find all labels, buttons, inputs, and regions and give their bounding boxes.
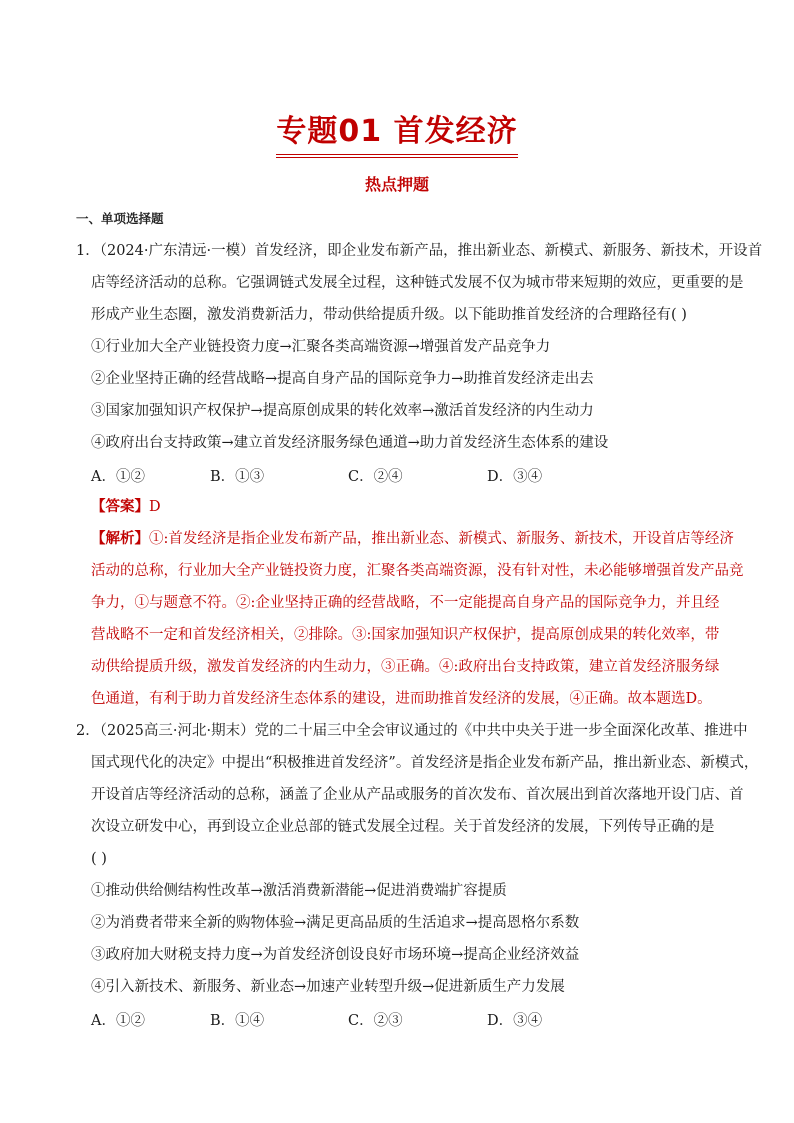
- question-item: ①推动供给侧结构性改革→激活消费新潜能→促进消费端扩容提质: [91, 883, 507, 899]
- analysis-line: [91, 529, 734, 549]
- question-stem-line: 1．（2024·广东清远·一模）首发经济，即企业发布新产品，推出新业态、新模式、新服务、新技术，开设首: [76, 243, 763, 259]
- page-title: [0, 112, 794, 158]
- question-stem-line: ( ): [91, 851, 107, 867]
- analysis-line: 动供给提质升级，激发首发经济的内生动力，③正确。④:政府出台支持政策，建立首发经济服务绿: [91, 659, 720, 675]
- option-b: B．①④: [210, 1013, 265, 1029]
- analysis-line: 活动的总称，行业加大全产业链投资力度，汇聚各类高端资源，没有针对性，未必能够增强首发产品竞: [91, 563, 744, 579]
- question-item: ②企业坚持正确的经营战略→提高自身产品的国际竞争力→助推首发经济走出去: [91, 371, 594, 387]
- question-item: ④引入新技术、新服务、新业态→加速产业转型升级→促进新质生产力发展: [91, 979, 565, 995]
- option-d: D．③④: [487, 469, 543, 485]
- question-stem-line: 开设首店等经济活动的总称，涵盖了企业从产品或服务的首次发布、首次展出到首次落地开设门店、首: [91, 787, 744, 803]
- option-d: D．③④: [487, 1013, 543, 1029]
- question-stem-line: 国式现代化的决定》中提出“积极推进首发经济”。首发经济是指企业发布新产品，推出新业态、新模式，: [91, 755, 759, 771]
- question-stem-line: 次设立研发中心，再到设立企业总部的链式发展全过程。关于首发经济的发展，下列传导正确的是: [91, 819, 715, 835]
- option-b: B．①③: [210, 469, 265, 485]
- page-title-text: 专题01 首发经济: [276, 112, 517, 158]
- section-heading: 一、单项选择题: [76, 211, 164, 226]
- question-stem-line: 店等经济活动的总称。它强调链式发展全过程，这种链式发展不仅为城市带来短期的效应，更重要的是: [91, 275, 744, 291]
- option-a: A．①②: [91, 1013, 145, 1029]
- question-item: ③国家加强知识产权保护→提高原创成果的转化效率→激活首发经济的内生动力: [91, 403, 594, 419]
- answer-label: 【答案】: [91, 498, 149, 515]
- analysis-label: 【解析】: [91, 530, 149, 547]
- option-a: A．①②: [91, 469, 145, 485]
- option-c: C．②④: [348, 469, 403, 485]
- answer-value: D: [149, 499, 161, 515]
- page-subtitle: 热点押题: [364, 175, 429, 194]
- analysis-line: 营战略不一定和首发经济相关，②排除。③:国家加强知识产权保护，提高原创成果的转化效率，带: [91, 627, 720, 643]
- analysis-text: ①:首发经济是指企业发布新产品，推出新业态、新模式、新服务、新技术，开设首店等经济: [149, 531, 734, 547]
- analysis-line: 色通道，有利于助力首发经济生态体系的建设，进而助推首发经济的发展，④正确。故本题选D。: [91, 691, 712, 707]
- option-c: C．②③: [348, 1013, 403, 1029]
- question-item: ②为消费者带来全新的购物体验→满足更高品质的生活追求→提高恩格尔系数: [91, 915, 580, 931]
- question-stem-line: 2．（2025高三·河北·期末）党的二十届三中全会审议通过的《中共中央关于进一步全面深化改革、推进中: [76, 723, 748, 739]
- question-item: ①行业加大全产业链投资力度→汇聚各类高端资源→增强首发产品竞争力: [91, 339, 551, 355]
- question-item: ③政府加大财税支持力度→为首发经济创设良好市场环境→提高企业经济效益: [91, 947, 580, 963]
- question-item: ④政府出台支持政策→建立首发经济服务绿色通道→助力首发经济生态体系的建设: [91, 435, 609, 451]
- answer-line: [91, 497, 161, 517]
- analysis-line: 争力，①与题意不符。②:企业坚持正确的经营战略，不一定能提高自身产品的国际竞争力，并且经: [91, 595, 720, 611]
- question-stem-line: 形成产业生态圈，激发消费新活力，带动供给提质升级。以下能助推首发经济的合理路径有( ): [91, 307, 687, 323]
